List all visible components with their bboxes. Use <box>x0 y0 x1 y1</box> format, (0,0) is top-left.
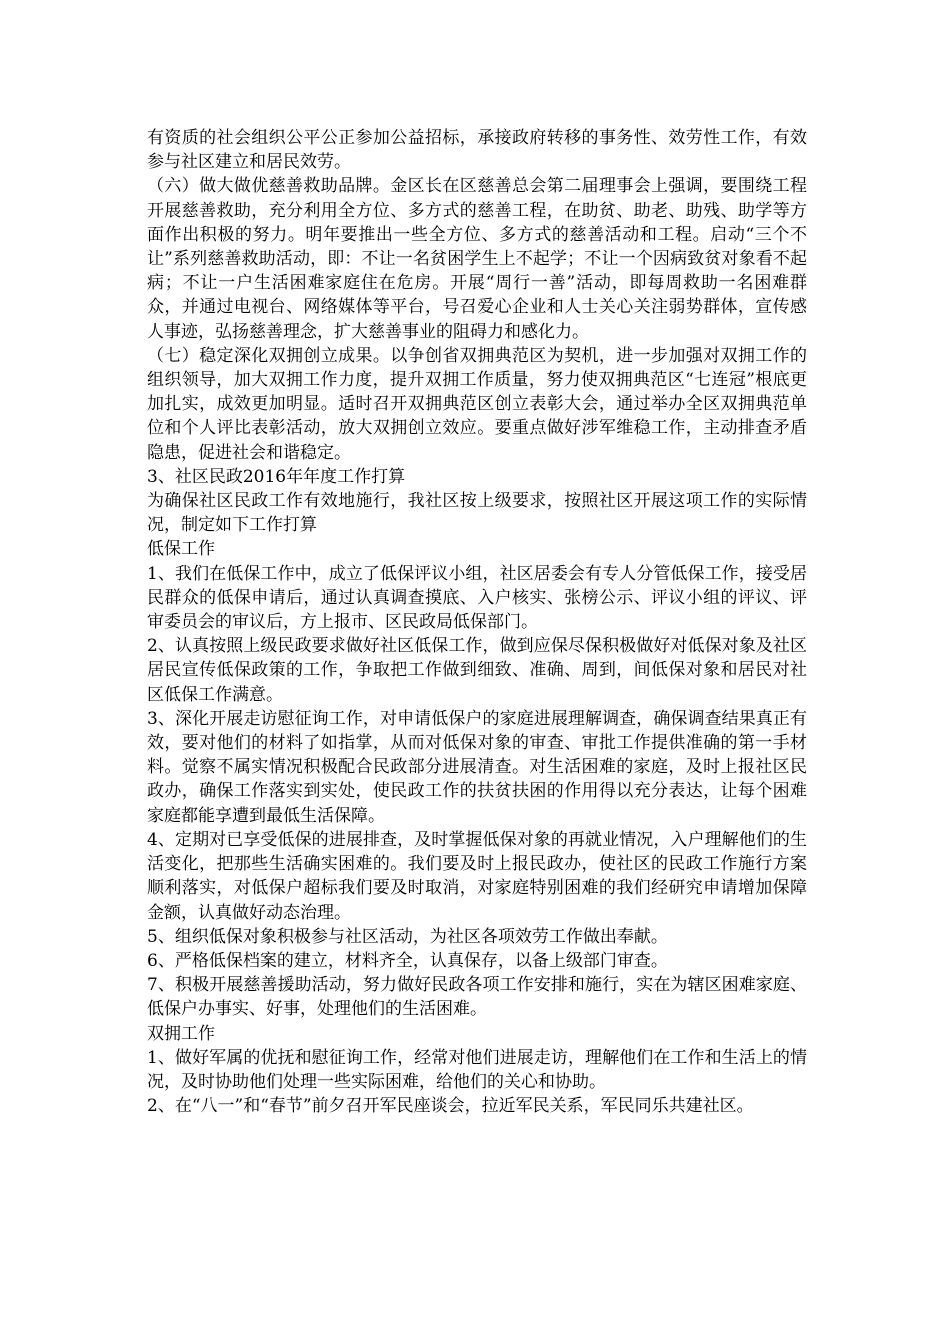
list-item-3: 3、深化开展走访慰征询工作，对申请低保户的家庭进展理解调查，确保调查结果真正有效，要对他们的材料了如指掌，从而对低保对象的审查、审批工作提供准确的第一手材料。觉察不属实情况积极配合民政部分进展清查。对生活困难的家庭，及时上报社区民政办，确保工作落实到实处，使民政工作的扶贫扶困的作用得以充分表达，让每个困难家庭都能享遭到最低生活保障。 <box>147 708 807 826</box>
list-item-5: 5、组织低保对象积极参与社区活动，为社区各项效劳工作做出奉献。 <box>147 926 668 947</box>
list-item-7: 7、积极开展慈善援助活动，努力做好民政各项工作安排和施行，实在为辖区困难家庭、低保户办事实、好事，处理他们的生活困难。 <box>147 975 807 1020</box>
list-item-4: 4、定期对已享受低保的进展排查，及时掌握低保对象的再就业情况，入户理解他们的生活变化，把那些生活确实困难的。我们要及时上报民政办，使社区的民政工作施行方案顺利落实，对低保户超标我们要及时取消，对家庭特别困难的我们经研究申请增加保障金额，认真做好动态治理。 <box>147 829 807 923</box>
paragraph-1: 有资质的社会组织公平公正参加公益招标，承接政府转移的事务性、效劳性工作，有效参与社区建立和居民效劳。 <box>147 128 807 173</box>
list-item-2: 2、认真按照上级民政要求做好社区低保工作，做到应保尽保积极做好对低保对象及社区居民宣传低保政策的工作，争取把工作做到细致、准确、周到，间低保对象和居民对社区低保工作满意。 <box>147 636 807 705</box>
subheading-dibao: 低保工作 <box>147 539 215 560</box>
paragraph-5: 为确保社区民政工作有效地施行，我社区按上级要求，按照社区开展这项工作的实际情况，制定如下工作打算 <box>147 491 807 536</box>
list-item-6: 6、严格低保档案的建立，材料齐全，认真保存，以备上级部门审查。 <box>147 950 668 971</box>
section-heading-3: 3、社区民政2016年年度工作打算 <box>147 466 406 487</box>
list-item-8: 1、做好军属的优抚和慰征询工作，经常对他们进展走访，理解他们在工作和生活上的情况，及时协助他们处理一些实际困难，给他们的关心和协助。 <box>147 1047 807 1092</box>
list-item-9: 2、在“八一”和“春节”前夕召开军民座谈会，拉近军民关系，军民同乐共建社区。 <box>147 1096 754 1117</box>
subheading-shuangyong: 双拥工作 <box>147 1023 215 1044</box>
document-body <box>147 126 807 1118</box>
list-item-1: 1、我们在低保工作中，成立了低保评议小组，社区居委会有专人分管低保工作，接受居民群众的低保申请后，通过认真调查摸底、入户核实、张榜公示、评议小组的评议、评审委员会的审议后，方上报市、区民政局低保部门。 <box>147 563 807 633</box>
paragraph-3: （七）稳定深化双拥创立成果。以争创省双拥典范区为契机，进一步加强对双拥工作的组织领导，加大双拥工作力度，提升双拥工作质量，努力使双拥典范区“七连冠”根底更加扎实，成效更加明显。适时召开双拥典范区创立表彰大会，通过举办全区双拥典范单位和个人评比表彰活动，放大双拥创立效应。要重点做好涉军维稳工作，主动排查矛盾隐患，促进社会和谐稳定。 <box>147 345 807 463</box>
paragraph-2: （六）做大做优慈善救助品牌。金区长在区慈善总会第二届理事会上强调，要围绕工程开展慈善救助，充分利用全方位、多方式的慈善工程，在助贫、助老、助残、助学等方面作出积极的努力。明年要推出一些全方位、多方式的慈善活动和工程。启动“三个不让”系列慈善救助活动，即：不让一名贫困学生上不起学；不让一个因病致贫对象看不起病；不让一户生活困难家庭住在危房。开展“周行一善”活动，即每周救助一名困难群众，并通过电视台、网络媒体等平台，号召爱心企业和人士关心关注弱势群体，宣传感人事迹，弘扬慈善理念，扩大慈善事业的阻碍力和感化力。 <box>147 176 807 342</box>
